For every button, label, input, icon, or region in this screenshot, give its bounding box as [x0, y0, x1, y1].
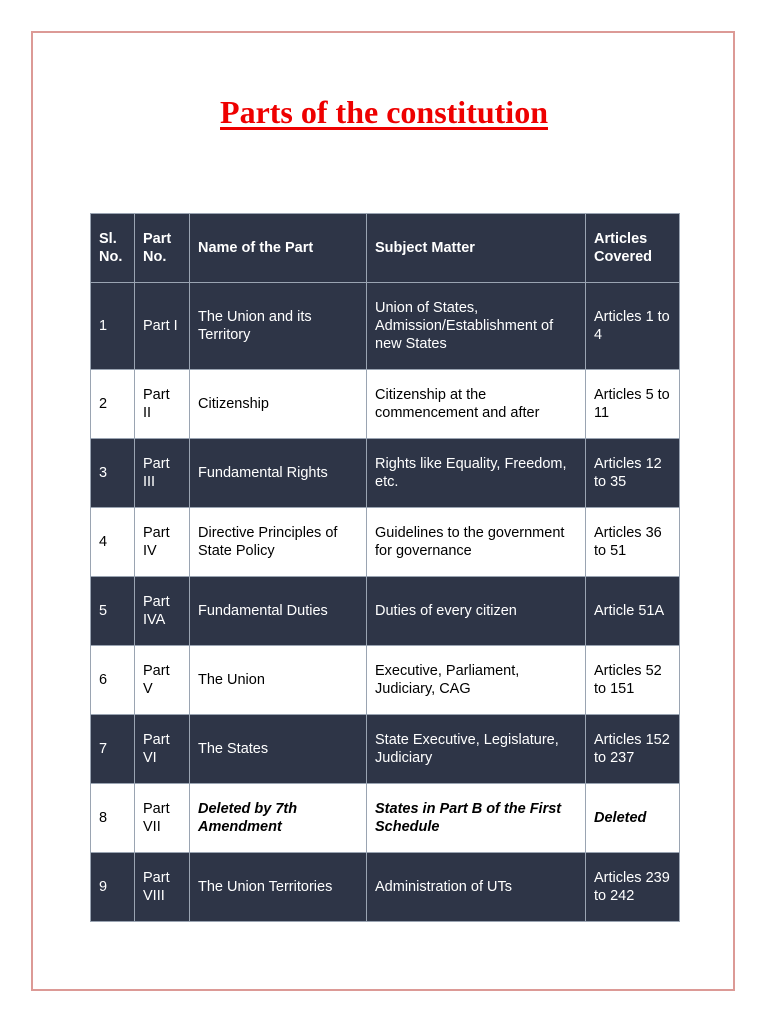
cell-part-no: Part VII [135, 784, 190, 853]
cell-subject: Rights like Equality, Freedom, etc. [367, 439, 586, 508]
cell-part-no: Part IVA [135, 577, 190, 646]
cell-part-no: Part II [135, 370, 190, 439]
cell-sl-no: 3 [91, 439, 135, 508]
cell-articles: Articles 5 to 11 [586, 370, 680, 439]
cell-sl-no: 8 [91, 784, 135, 853]
header-sl-no: Sl. No. [91, 214, 135, 283]
cell-part-no: Part VIII [135, 853, 190, 922]
table-row [91, 784, 680, 853]
cell-name: Citizenship [190, 370, 367, 439]
cell-name: The Union and its Territory [190, 283, 367, 370]
cell-articles: Article 51A [586, 577, 680, 646]
table-row [91, 577, 680, 646]
cell-part-no: Part III [135, 439, 190, 508]
header-subject-matter: Subject Matter [367, 214, 586, 283]
cell-name: Deleted by 7th Amendment [190, 784, 367, 853]
cell-articles: Deleted [586, 784, 680, 853]
cell-subject: State Executive, Legislature, Judiciary [367, 715, 586, 784]
cell-name: The Union Territories [190, 853, 367, 922]
table-row [91, 283, 680, 370]
header-articles-covered: Articles Covered [586, 214, 680, 283]
cell-sl-no: 4 [91, 508, 135, 577]
table-header-row [91, 214, 680, 283]
cell-part-no: Part IV [135, 508, 190, 577]
cell-subject: States in Part B of the First Schedule [367, 784, 586, 853]
cell-subject: Duties of every citizen [367, 577, 586, 646]
cell-subject: Administration of UTs [367, 853, 586, 922]
cell-articles: Articles 12 to 35 [586, 439, 680, 508]
cell-part-no: Part VI [135, 715, 190, 784]
cell-name: Fundamental Duties [190, 577, 367, 646]
cell-articles: Articles 152 to 237 [586, 715, 680, 784]
cell-subject: Guidelines to the government for governance [367, 508, 586, 577]
table-row [91, 508, 680, 577]
header-name-of-part: Name of the Part [190, 214, 367, 283]
cell-sl-no: 2 [91, 370, 135, 439]
cell-articles: Articles 36 to 51 [586, 508, 680, 577]
cell-sl-no: 9 [91, 853, 135, 922]
cell-part-no: Part V [135, 646, 190, 715]
table-row [91, 853, 680, 922]
cell-subject: Executive, Parliament, Judiciary, CAG [367, 646, 586, 715]
table-row [91, 439, 680, 508]
cell-name: Fundamental Rights [190, 439, 367, 508]
cell-articles: Articles 239 to 242 [586, 853, 680, 922]
cell-name: The States [190, 715, 367, 784]
header-part-no: Part No. [135, 214, 190, 283]
table-row [91, 370, 680, 439]
cell-subject: Citizenship at the commencement and after [367, 370, 586, 439]
cell-sl-no: 7 [91, 715, 135, 784]
table-row [91, 646, 680, 715]
cell-part-no: Part I [135, 283, 190, 370]
page-title [0, 94, 768, 131]
cell-name: Directive Principles of State Policy [190, 508, 367, 577]
cell-articles: Articles 1 to 4 [586, 283, 680, 370]
cell-name: The Union [190, 646, 367, 715]
cell-articles: Articles 52 to 151 [586, 646, 680, 715]
cell-sl-no: 5 [91, 577, 135, 646]
cell-subject: Union of States, Admission/Establishment of new States [367, 283, 586, 370]
constitution-parts-table [90, 213, 680, 922]
table-row [91, 715, 680, 784]
cell-sl-no: 6 [91, 646, 135, 715]
page-title-text: Parts of the constitution [220, 94, 548, 130]
cell-sl-no: 1 [91, 283, 135, 370]
